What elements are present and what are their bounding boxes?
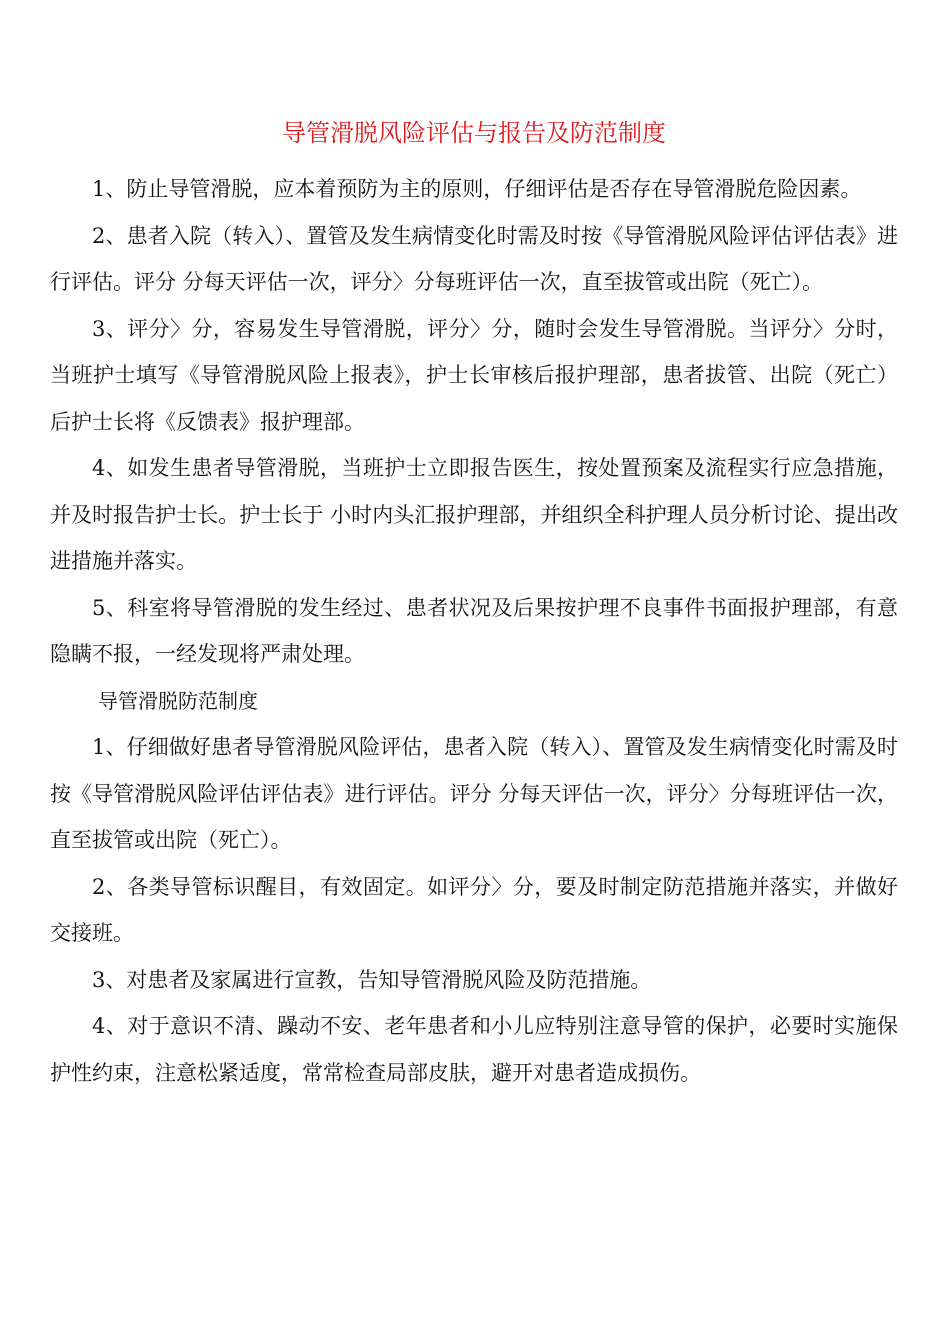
paragraph: 4、如发生患者导管滑脱，当班护士立即报告医生，按处置预案及流程实行应急措施，并及时报告护士长。护士长于 小时内头汇报护理部，并组织全科护理人员分析讨论、提出改进措施并落实。 [50,456,898,573]
paragraph: 2、患者入院（转入）、置管及发生病情变化时需及时按《导管滑脱风险评估评估表》进行评估。评分 分每天评估一次，评分〉分每班评估一次，直至拔管或出院（死亡）。 [50,223,898,294]
document-title: 导管滑脱风险评估与报告及防范制度 [282,119,666,147]
paragraph: 3、对患者及家属进行宣教，告知导管滑脱风险及防范措施。 [92,967,652,992]
paragraph: 2、各类导管标识醒目，有效固定。如评分〉分，要及时制定防范措施并落实，并做好交接班。 [50,874,898,945]
paragraph: 5、科室将导管滑脱的发生经过、患者状况及后果按护理不良事件书面报护理部，有意隐瞒不报，一经发现将严肃处理。 [50,595,898,666]
document-page [50,112,898,1096]
paragraph: 4、对于意识不清、躁动不安、老年患者和小儿应特别注意导管的保护，必要时实施保护性约束，注意松紧适度，常常检查局部皮肤，避开对患者造成损伤。 [50,1014,898,1085]
paragraph: 3、评分〉分，容易发生导管滑脱，评分〉分，随时会发生导管滑脱。当评分〉分时，当班护士填写《导管滑脱风险上报表》，护士长审核后报护理部，患者拔管、出院（死亡）后护士长将《反馈表》报护理部。 [50,316,898,434]
section-subheading: 导管滑脱防范制度 [98,688,258,713]
paragraph: 1、防止导管滑脱，应本着预防为主的原则，仔细评估是否存在导管滑脱危险因素。 [92,177,862,201]
paragraph: 1、仔细做好患者导管滑脱风险评估，患者入院（转入）、置管及发生病情变化时需及时按《导管滑脱风险评估评估表》进行评估。评分 分每天评估一次，评分〉分每班评估一次，直至拔管或出院（死亡）。 [50,735,898,852]
